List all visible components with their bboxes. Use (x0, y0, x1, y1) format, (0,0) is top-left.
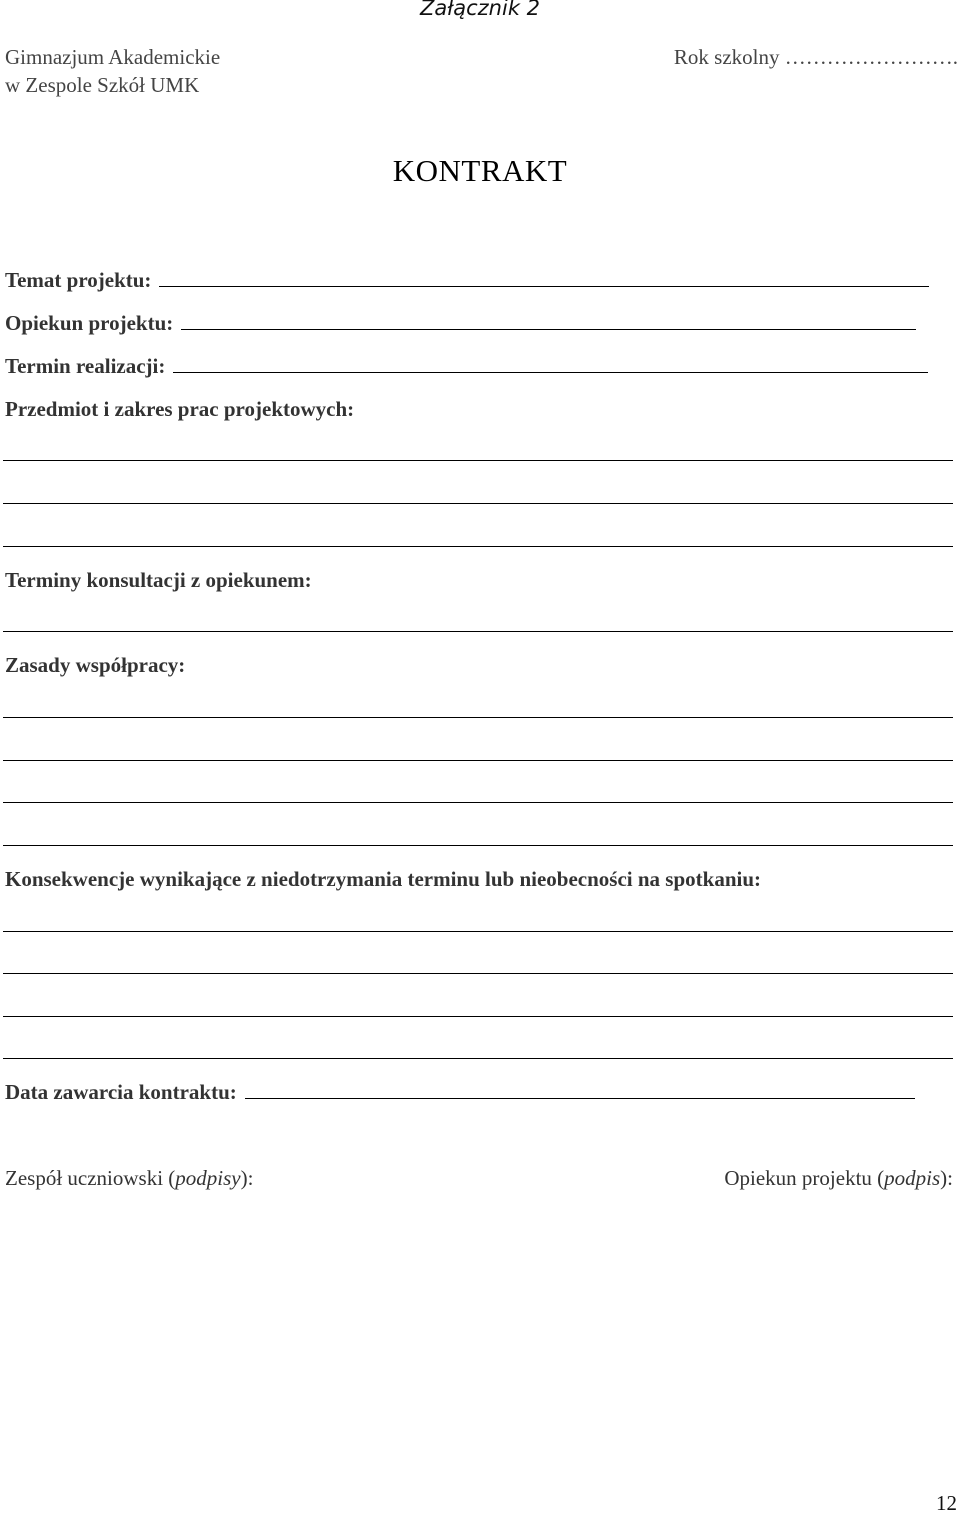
contract-date-label: Data zawarcia kontraktu: (5, 1080, 237, 1104)
scope-blank-line[interactable] (3, 546, 953, 547)
consequences-blank-line[interactable] (3, 973, 953, 974)
deadline-label: Termin realizacji: (5, 354, 166, 378)
annex-label: Załącznik 2 (419, 0, 541, 20)
consultations-heading: Terminy konsultacji z opiekunem: (5, 568, 312, 592)
consequences-heading: Konsekwencje wynikające z niedotrzymania terminu lub nieobecności na spotkaniu: (5, 867, 762, 891)
topic-label: Temat projektu: (5, 268, 152, 292)
supervisor-label: Opiekun projektu: (5, 311, 174, 335)
rules-blank-line[interactable] (3, 717, 953, 718)
school-year: Rok szkolny ……………………. (673, 45, 958, 69)
deadline-field (5, 353, 928, 379)
rules-blank-line[interactable] (3, 760, 953, 761)
consequences-blank-line[interactable] (3, 931, 953, 932)
topic-blank-line[interactable] (159, 286, 929, 287)
topic-field (5, 267, 929, 293)
school-name (5, 43, 220, 99)
consequences-blank-line[interactable] (3, 1016, 953, 1017)
supervisor-signature-label: Opiekun projektu (podpis): (724, 1166, 953, 1190)
consequences-blank-line[interactable] (3, 1058, 953, 1059)
page-number: 12 (936, 1491, 957, 1515)
school-name-line-2: w Zespole Szkół UMK (5, 73, 200, 97)
scope-blank-line[interactable] (3, 503, 953, 504)
contract-date-field (5, 1079, 915, 1105)
consultations-blank-line[interactable] (3, 631, 953, 632)
students-signature-label: Zespół uczniowski (podpisy): (5, 1166, 254, 1190)
school-name-line-1: Gimnazjum Akademickie (5, 45, 221, 69)
contract-date-blank-line[interactable] (245, 1098, 915, 1099)
scope-blank-line[interactable] (3, 460, 953, 461)
supervisor-blank-line[interactable] (181, 329, 916, 330)
rules-heading: Zasady współpracy: (5, 653, 186, 677)
supervisor-field (5, 310, 916, 336)
rules-blank-line[interactable] (3, 802, 953, 803)
scope-heading: Przedmiot i zakres prac projektowych: (5, 397, 355, 421)
document-title: KONTRAKT (392, 153, 568, 188)
deadline-blank-line[interactable] (173, 372, 928, 373)
rules-blank-line[interactable] (3, 845, 953, 846)
